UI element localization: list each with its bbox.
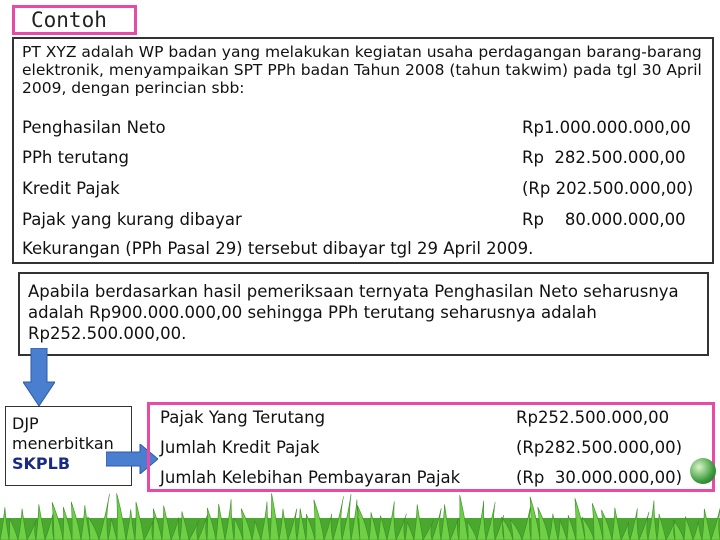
case-row-penghasilan-neto — [22, 114, 707, 142]
case-row-kredit-pajak — [22, 175, 707, 203]
arrow-down-icon — [23, 348, 55, 406]
globe-icon — [690, 458, 716, 484]
case-description-box — [12, 37, 714, 264]
case-row-label: Pajak yang kurang dibayar — [22, 210, 242, 229]
reexamination-box: Apabila berdasarkan hasil pemeriksaan ternyata Penghasilan Neto seharusnya adalah Rp900.000.000,00 sehingga PPh terutang seharusnya adalah Rp252.500.000,00. — [18, 272, 709, 356]
result-row-label: Jumlah Kelebihan Pembayaran Pajak — [160, 468, 461, 487]
result-row-value: (Rp 30.000.000,00) — [516, 468, 683, 487]
case-row-label: PPh terutang — [22, 148, 129, 167]
case-row-value: Rp 80.000.000,00 — [522, 210, 686, 229]
djp-line-2: menerbitkan — [12, 434, 114, 453]
result-box — [147, 402, 715, 492]
djp-skplb-label: SKPLB — [12, 454, 71, 473]
case-row-value: Rp1.000.000.000,00 — [522, 118, 691, 137]
case-row-label: Penghasilan Neto — [22, 118, 166, 137]
case-row-value: (Rp 202.500.000,00) — [522, 179, 694, 198]
case-row-label: Kredit Pajak — [22, 179, 120, 198]
case-note: Kekurangan (PPh Pasal 29) tersebut dibayar tgl 29 April 2009. — [22, 239, 534, 258]
slide-title: Contoh — [12, 5, 137, 35]
result-row-label: Jumlah Kredit Pajak — [160, 438, 320, 457]
result-row-kredit-pajak — [160, 435, 710, 461]
case-row-kurang-dibayar — [22, 206, 707, 234]
djp-line-1: DJP — [12, 414, 39, 433]
result-row-pajak-terutang — [160, 405, 710, 431]
result-row-value: (Rp282.500.000,00) — [516, 438, 683, 457]
result-row-value: Rp252.500.000,00 — [516, 408, 670, 427]
result-row-label: Pajak Yang Terutang — [160, 408, 326, 427]
case-row-pph-terutang — [22, 144, 707, 172]
case-row-value: Rp 282.500.000,00 — [522, 148, 686, 167]
case-intro: PT XYZ adalah WP badan yang melakukan kegiatan usaha perdagangan barang-barang elektronik, menyampaikan SPT PPh badan Tahun 2008 (tahun takwim) pada tgl 30 April 2009, dengan perincian sbb: — [22, 43, 702, 97]
grass-decoration — [0, 488, 720, 540]
